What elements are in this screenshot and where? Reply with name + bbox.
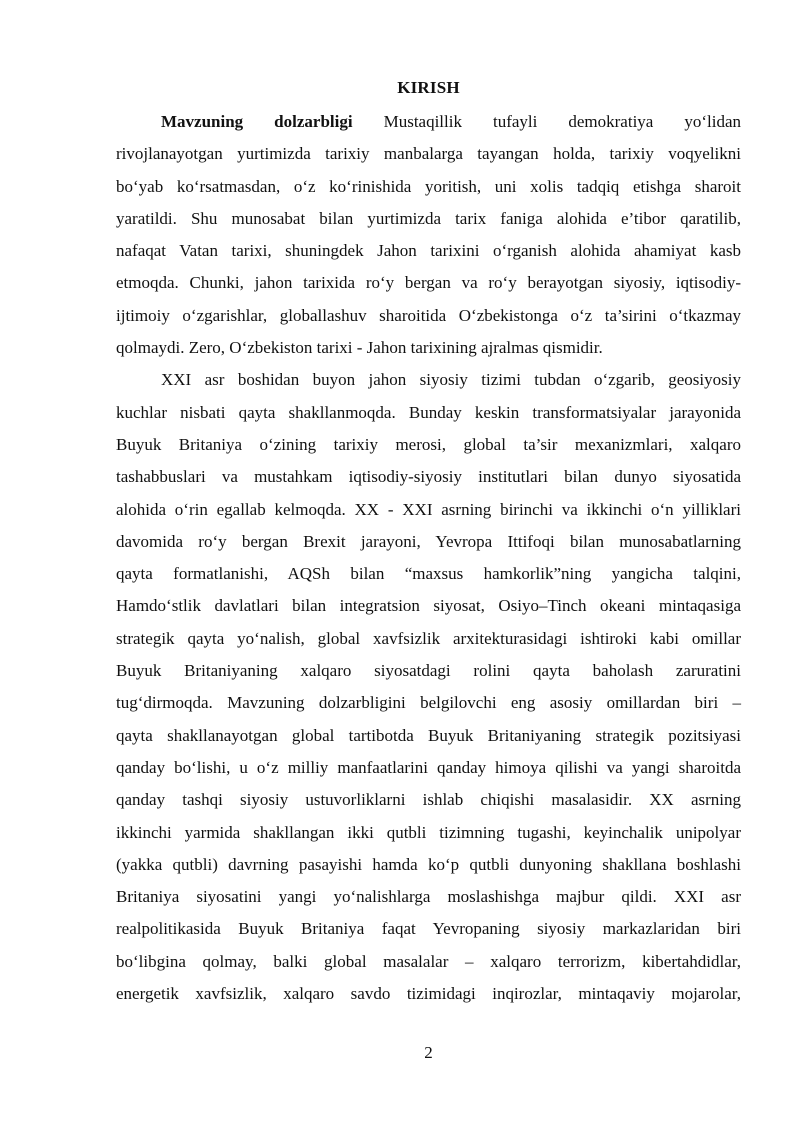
paragraph-2-line-3: Buyuk Britaniya o‘zining tarixiy merosi, global ta’sir mexanizmlari, xalqaro — [116, 434, 741, 454]
paragraph-2-line-14: qanday tashqi siyosiy ustuvorliklarni ishlab chiqishi masalasidir. XX asrning — [116, 790, 741, 810]
paragraph-2-line-17: Britaniya siyosatini yangi yo‘nalishlarga moslashishga majbur qildi. XXI asr — [116, 887, 741, 907]
paragraph-2-line-19: bo‘libgina qolmay, balki global masalalar – xalqaro terrorizm, kibertahdidlar, — [116, 951, 741, 971]
paragraph-2-line-4: tashabbuslari va mustahkam iqtisodiy-siyosiy institutlari bilan dunyo siyosatida — [116, 467, 741, 487]
paragraph-1-line-7: ijtimoiy o‘zgarishlar, globallashuv sharoitida O‘zbekistonga o‘z ta’sirini o‘tkazmay — [116, 305, 741, 325]
paragraph-2-line-16: (yakka qutbli) davrning pasayishi hamda ko‘p qutbli dunyoning shakllana boshlashi — [116, 854, 741, 874]
paragraph-2-line-10: Buyuk Britaniyaning xalqaro siyosatdagi rolini qayta baholash zaruratini — [116, 661, 741, 681]
paragraph-1-line-2: rivojlanayotgan yurtimizda tarixiy manbalarga tayangan holda, tarixiy voqyelikni — [116, 144, 741, 164]
paragraph-2-line-5: alohida o‘rin egallab kelmoqda. XX - XXI asrning birinchi va ikkinchi o‘n yilliklari — [116, 499, 741, 519]
paragraph-2-line-6: davomida ro‘y bergan Brexit jarayoni, Yevropa Ittifoqi bilan munosabatlarning — [116, 531, 741, 551]
paragraph-2-line-8: Hamdo‘stlik davlatlari bilan integratsion siyosat, Osiyo–Tinch okeani mintaqasiga — [116, 596, 741, 616]
paragraph-2-line-18: realpolitikasida Buyuk Britaniya faqat Yevropaning siyosiy markazlaridan biri — [116, 919, 741, 939]
paragraph-2-line-7: qayta formatlanishi, AQSh bilan “maxsus hamkorlik”ning yangicha talqini, — [116, 564, 741, 584]
paragraph-1-line-1 — [116, 106, 741, 138]
body-text — [116, 106, 741, 1010]
paragraph-1-line-5: nafaqat Vatan tarixi, shuningdek Jahon tarixini o‘rganish alohida ahamiyat kasb — [116, 241, 741, 261]
paragraph-lead: Mavzuning dolzarbligi — [161, 112, 353, 131]
paragraph-2-line-15: ikkinchi yarmida shakllangan ikki qutbli tizimning tugashi, keyinchalik unipolyar — [116, 822, 741, 842]
paragraph-2-line-9: strategik qayta yo‘nalish, global xavfsizlik arxitekturasidagi ishtiroki kabi omillar — [116, 628, 741, 648]
paragraph-1-line-1-text: Mustaqillik tufayli demokratiya yo‘lidan — [352, 112, 741, 131]
paragraph-2-line-1: XXI asr boshidan buyon jahon siyosiy tizimi tubdan o‘zgarib, geosiyosiy — [161, 370, 741, 390]
paragraph-1-line-8: qolmaydi. Zero, O‘zbekiston tarixi - Jahon tarixining ajralmas qismidir. — [116, 338, 603, 358]
paragraph-2-line-13: qanday bo‘lishi, u o‘z milliy manfaatlarini qanday himoya qilishi va yangi sharoitda — [116, 757, 741, 777]
document-page — [116, 0, 741, 1131]
page-number: 2 — [424, 1043, 433, 1062]
paragraph-1-line-4: yaratildi. Shu munosabat bilan yurtimizda tarix faniga alohida e’tibor qaratilib, — [116, 208, 741, 228]
paragraph-1-line-3: bo‘yab ko‘rsatmasdan, o‘z ko‘rinishida yoritish, uni xolis tadqiq etishga sharoit — [116, 176, 741, 196]
paragraph-1-line-6: etmoqda. Chunki, jahon tarixida ro‘y bergan va ro‘y berayotgan siyosiy, iqtisodiy- — [116, 273, 741, 293]
section-title: KIRISH — [397, 78, 460, 97]
paragraph-2-line-20: energetik xavfsizlik, xalqaro savdo tizimidagi inqirozlar, mintaqaviy mojarolar, — [116, 984, 741, 1004]
paragraph-2-line-2: kuchlar nisbati qayta shakllanmoqda. Bunday keskin transformatsiyalar jarayonida — [116, 402, 741, 422]
paragraph-2-line-12: qayta shakllanayotgan global tartibotda Buyuk Britaniyaning strategik pozitsiyasi — [116, 725, 741, 745]
paragraph-2-line-11: tug‘dirmoqda. Mavzuning dolzarbligini belgilovchi eng asosiy omillardan biri – — [116, 693, 741, 713]
